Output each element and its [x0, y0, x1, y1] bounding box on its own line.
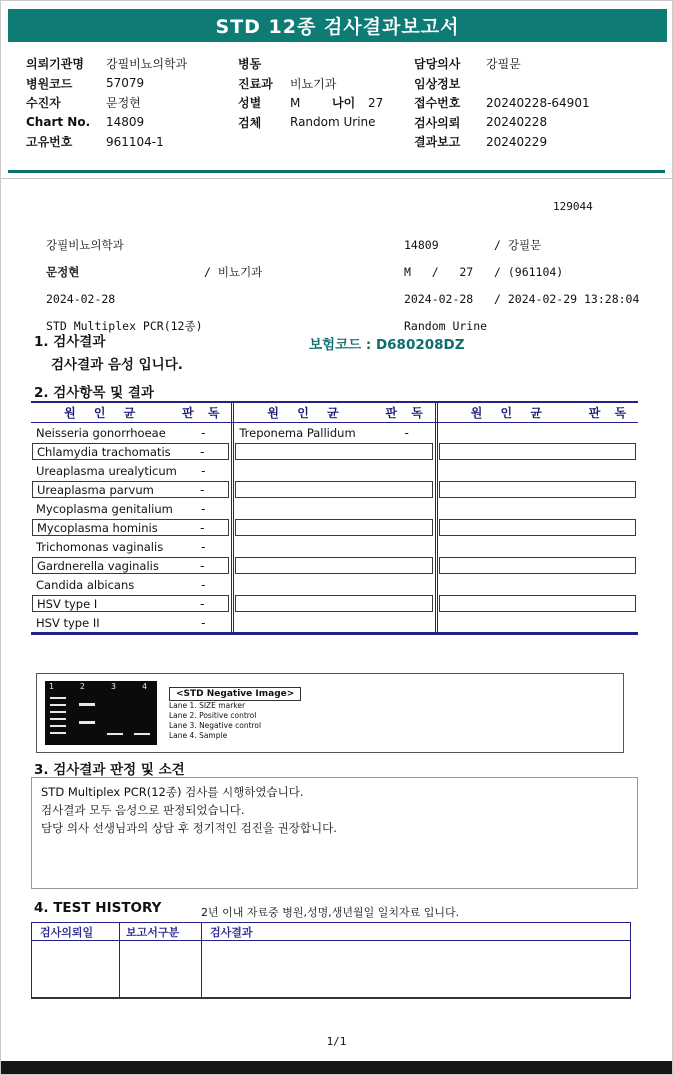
gel-band	[107, 733, 123, 735]
summary-specimen: Random Urine	[404, 318, 488, 333]
result-cell	[32, 557, 229, 574]
history-note: 2년 이내 자료중 병원,성명,생년월일 일치자료 입니다.	[201, 906, 460, 919]
empty-cell	[235, 481, 432, 498]
page-number: 1/1	[326, 1035, 347, 1048]
field-value-patient: 문정현	[106, 96, 141, 111]
gel-lane-description: Lane 2. Positive control	[169, 711, 257, 721]
gel-band	[50, 704, 66, 706]
field-value-report-date: 20240229	[486, 134, 548, 149]
gel-lane-number: 4	[142, 682, 147, 691]
header-field-row	[238, 113, 414, 133]
cell-group	[231, 423, 434, 442]
section1-heading: 1. 검사결과	[34, 334, 106, 350]
result-value: -	[201, 463, 206, 478]
history-empty-cell	[120, 941, 202, 997]
field-value-sex: M	[290, 95, 301, 110]
cell-group	[31, 594, 231, 613]
results-table-body	[31, 423, 638, 632]
result-row	[31, 461, 638, 480]
field-value-unique-no: 961104-1	[106, 134, 164, 149]
summary-report-time: / 2024-02-29 13:28:04	[494, 291, 640, 306]
result-header: 판 독	[588, 406, 632, 420]
cell-group	[435, 442, 638, 461]
field-label-hospital-code: 병원코드	[26, 76, 73, 91]
results-table	[31, 401, 638, 635]
cell-group	[31, 575, 231, 594]
empty-cell	[439, 424, 636, 441]
gel-electrophoresis-image	[45, 681, 157, 745]
gel-lane-number: 2	[80, 682, 85, 691]
cell-group	[435, 480, 638, 499]
summary-doctor: / 강필문	[494, 237, 542, 252]
cell-group	[435, 537, 638, 556]
opinion-box	[31, 777, 638, 889]
opinion-line: STD Multiplex PCR(12종) 검사를 시행하였습니다.	[41, 785, 304, 799]
insurance-code: 보험코드 : D680208DZ	[309, 337, 465, 353]
summary-row	[46, 231, 646, 258]
result-cell	[32, 481, 229, 498]
result-value: -	[200, 520, 205, 535]
result-header: 판 독	[182, 406, 225, 420]
field-value-specimen: Random Urine	[290, 115, 376, 130]
cell-group	[31, 480, 231, 499]
cell-group	[435, 556, 638, 575]
summary-row	[46, 285, 646, 312]
empty-cell	[439, 519, 636, 536]
field-value-receipt-no: 20240228-64901	[486, 95, 590, 110]
result-cell	[32, 576, 229, 593]
empty-cell	[439, 557, 636, 574]
result-cell	[32, 538, 229, 555]
cell-group	[31, 499, 231, 518]
bottom-bar	[1, 1061, 672, 1074]
cell-group	[31, 556, 231, 575]
header-field-row	[414, 113, 664, 133]
result-value: -	[201, 425, 206, 440]
gel-band	[50, 732, 66, 734]
empty-cell	[235, 557, 432, 574]
pathogen-name: Trichomonas vaginalis	[36, 539, 164, 554]
section2-heading: 2. 검사항목 및 결과	[34, 385, 154, 401]
field-label-report-date: 결과보고	[414, 135, 461, 150]
summary-name-dept	[46, 264, 404, 280]
pathogen-name: Treponema Pallidum	[239, 425, 356, 440]
summary-date2: 2024-02-28	[404, 291, 474, 306]
result-value: -	[201, 615, 206, 630]
section4-heading: 4. TEST HISTORY	[34, 900, 162, 916]
cell-group	[31, 613, 231, 632]
pathogen-header: 원 인 균	[267, 406, 346, 420]
history-table-header	[32, 923, 630, 941]
header-field-row	[238, 74, 414, 94]
section3-heading: 3. 검사결과 판정 및 소견	[34, 762, 185, 778]
header-field-row	[26, 113, 238, 133]
cell-group	[231, 461, 434, 480]
cell-group	[435, 613, 638, 632]
field-label-sex: 성별	[238, 96, 262, 111]
result-row	[31, 594, 638, 613]
pathogen-name: Neisseria gonorrhoeae	[36, 425, 166, 440]
gel-band	[50, 718, 66, 720]
cell-group	[231, 613, 434, 632]
summary-row	[46, 258, 646, 285]
cell-group	[231, 480, 434, 499]
history-empty-cell	[32, 941, 120, 997]
field-label-chart-no: Chart No.	[26, 115, 91, 130]
header-field-row	[414, 54, 664, 74]
gel-band	[134, 733, 150, 735]
gel-lane-numbers	[49, 682, 147, 691]
pathogen-name: Gardnerella vaginalis	[37, 558, 159, 573]
summary-patient-name: 문정현	[46, 264, 80, 279]
cell-group	[231, 537, 434, 556]
pathogen-name: Chlamydia trachomatis	[37, 444, 171, 459]
result-row	[31, 537, 638, 556]
gel-lane-number: 3	[111, 682, 116, 691]
result-cell	[32, 424, 229, 441]
empty-cell	[439, 576, 636, 593]
empty-cell	[235, 576, 432, 593]
patient-summary-block	[46, 231, 646, 339]
result-row	[31, 480, 638, 499]
pathogen-name: HSV type II	[36, 615, 100, 630]
gel-legend	[169, 681, 301, 742]
result-cell	[32, 462, 229, 479]
header-right-column	[414, 54, 664, 152]
summary-patient-id: / (961104)	[494, 264, 564, 279]
header-group-2	[231, 403, 434, 422]
result-value: -	[201, 501, 206, 516]
divider-line	[1, 178, 672, 179]
header-field-row	[414, 132, 664, 152]
result-value: -	[201, 539, 206, 554]
opinion-line: 검사결과 모두 음성으로 판정되었습니다.	[41, 802, 245, 817]
field-value-doctor: 강필문	[486, 57, 521, 72]
result-row	[31, 499, 638, 518]
history-table-body	[32, 941, 630, 997]
header-field-row	[26, 132, 238, 152]
cell-group	[31, 461, 231, 480]
empty-cell	[439, 614, 636, 631]
result-cell	[32, 443, 229, 460]
field-label-age: 나이	[332, 96, 356, 111]
gel-band	[50, 697, 66, 699]
field-label-receipt-no: 접수번호	[414, 96, 461, 111]
field-label-unique-no: 고유번호	[26, 135, 73, 150]
result-cell	[32, 595, 229, 612]
cell-group	[231, 499, 434, 518]
cell-group	[231, 518, 434, 537]
header-field-row	[414, 93, 664, 113]
cell-group	[435, 594, 638, 613]
gel-lane-description: Lane 1. SIZE marker	[169, 701, 246, 710]
result-cell	[32, 614, 229, 631]
field-value-department: 비뇨기과	[290, 76, 337, 91]
header-field-row	[26, 93, 238, 113]
cell-group	[435, 461, 638, 480]
empty-cell	[439, 443, 636, 460]
field-label-ward: 병동	[238, 57, 262, 72]
gel-band	[50, 711, 66, 713]
cell-group	[231, 442, 434, 461]
empty-cell	[235, 443, 432, 460]
empty-cell	[235, 500, 432, 517]
result-value: -	[200, 558, 205, 573]
gel-lane-description: Lane 3. Negative control	[169, 721, 262, 731]
test-history-table	[31, 922, 631, 999]
field-label-specimen: 검체	[238, 115, 262, 130]
result-row	[31, 423, 638, 442]
gel-lane-number: 1	[49, 682, 54, 691]
field-label-patient: 수진자	[26, 96, 61, 111]
summary-chart-no: 14809	[404, 237, 439, 252]
field-value-clinic: 강필비뇨의학과	[106, 57, 188, 72]
pathogen-name: Ureaplasma urealyticum	[36, 463, 177, 478]
field-label-clinic: 의뢰기관명	[26, 57, 84, 72]
result-row	[31, 613, 638, 632]
gel-band	[79, 703, 95, 706]
cell-group	[31, 518, 231, 537]
result-value: -	[201, 577, 206, 592]
gel-band	[79, 721, 95, 724]
opinion-line: 담당 의사 선생님과의 상담 후 정기적인 검진을 권장합니다.	[41, 820, 337, 835]
pathogen-name: HSV type I	[37, 596, 98, 611]
summary-sex-age: M / 27	[404, 264, 474, 279]
field-label-request-date: 검사의뢰	[414, 115, 461, 130]
empty-cell	[439, 538, 636, 555]
pathogen-name: Ureaplasma parvum	[37, 482, 154, 497]
cell-group	[231, 594, 434, 613]
overall-result-text: 검사결과 음성 입니다.	[51, 357, 183, 373]
cell-group	[231, 575, 434, 594]
results-table-header	[31, 403, 638, 423]
empty-cell	[235, 595, 432, 612]
cell-group	[435, 575, 638, 594]
cell-group	[31, 423, 231, 442]
report-title: STD 12종 검사결과보고서	[215, 16, 460, 38]
cell-group	[435, 423, 638, 442]
field-value-hospital-code: 57079	[106, 76, 145, 91]
field-label-doctor: 담당의사	[414, 57, 461, 72]
empty-cell	[235, 614, 432, 631]
header-left-column	[26, 54, 238, 152]
empty-cell	[439, 481, 636, 498]
cell-group	[231, 556, 434, 575]
pathogen-name: Mycoplasma hominis	[37, 520, 158, 535]
summary-test-name: STD Multiplex PCR(12종)	[46, 318, 203, 333]
cell-group	[31, 537, 231, 556]
summary-department: / 비뇨기과	[204, 264, 263, 279]
result-value: -	[200, 482, 205, 497]
empty-cell	[235, 519, 432, 536]
result-value: -	[200, 596, 205, 611]
result-cell	[235, 424, 432, 441]
result-header: 판 독	[385, 406, 428, 420]
pathogen-header: 원 인 균	[470, 406, 549, 420]
cell-group	[31, 442, 231, 461]
result-row	[31, 442, 638, 461]
empty-cell	[235, 462, 432, 479]
header-field-row	[26, 74, 238, 94]
header-field-row	[238, 54, 414, 74]
field-label-department: 진료과	[238, 76, 273, 91]
result-cell	[32, 519, 229, 536]
empty-cell	[439, 462, 636, 479]
field-value-request-date: 20240228	[486, 115, 548, 130]
header-group-3	[435, 403, 638, 422]
history-header-request-date: 검사의뢰일	[32, 923, 120, 940]
result-value: -	[404, 425, 409, 440]
header-divider	[8, 170, 665, 173]
header-field-row	[414, 74, 664, 94]
header-group-1	[31, 403, 231, 422]
pathogen-name: Mycoplasma genitalium	[36, 501, 173, 516]
history-empty-cell	[202, 941, 630, 997]
summary-date1: 2024-02-28	[46, 291, 116, 306]
gel-lane-description: Lane 4. Sample	[169, 731, 228, 741]
header-field-row	[26, 54, 238, 74]
history-header-result: 검사결과	[210, 925, 253, 939]
empty-cell	[439, 595, 636, 612]
cell-group	[435, 518, 638, 537]
pathogen-name: Candida albicans	[36, 577, 135, 592]
result-row	[31, 575, 638, 594]
gel-legend-title: <STD Negative Image>	[169, 687, 301, 701]
history-header-report-type: 보고서구분	[120, 923, 202, 940]
gel-image-panel	[36, 673, 624, 753]
field-label-clinical-info: 임상정보	[414, 76, 461, 91]
report-title-bar	[8, 9, 667, 42]
result-value: -	[200, 444, 205, 459]
empty-cell	[235, 538, 432, 555]
header-middle-column	[238, 54, 414, 132]
pathogen-header: 원 인 균	[64, 406, 143, 420]
empty-cell	[439, 500, 636, 517]
header-field-row	[238, 93, 414, 113]
summary-clinic: 강필비뇨의학과	[46, 237, 124, 252]
cell-group	[435, 499, 638, 518]
document-number: 129044	[553, 200, 593, 213]
gel-band	[50, 725, 66, 727]
result-row	[31, 556, 638, 575]
field-value-age: 27	[368, 95, 384, 110]
result-cell	[32, 500, 229, 517]
field-value-chart-no: 14809	[106, 115, 145, 130]
result-row	[31, 518, 638, 537]
